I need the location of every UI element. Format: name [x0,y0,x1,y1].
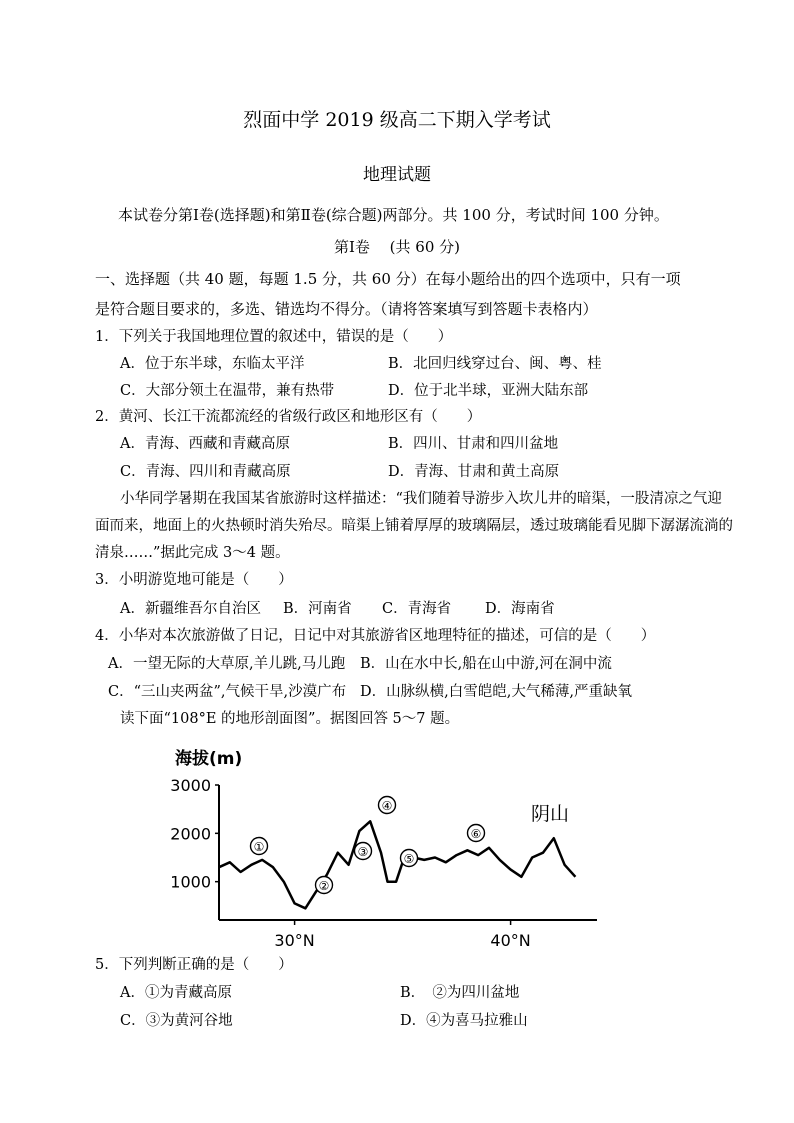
chart-ylabel: 海拔(m) [175,749,243,769]
question-1-option-c: C．大部分领土在温带，兼有热带 [120,383,335,399]
marker-3 [355,843,372,860]
question-5-option-a: A．①为青藏高原 [120,985,232,1001]
question-1-option-b: B．北回归线穿过台、闽、粤、桂 [388,356,602,372]
question-4-stem: 4．小华对本次旅游做了日记，日记中对其旅游省区地理特征的描述，可信的是（ ） [95,628,656,644]
question-5-option-d: D．④为喜马拉雅山 [400,1013,528,1029]
question-4-option-b: B．山在水中长,船在山中游,河在洞中流 [360,656,612,672]
passage-2-line1: 读下面“108°E 的地形剖面图”。据图回答 5～7 题。 [120,711,460,727]
passage-1-line1: 小华同学暑期在我国某省旅游时这样描述：“我们随着导游步入坎儿井的暗渠，一股清凉之气迎 [120,491,722,507]
marker-2 [316,877,333,894]
y-tick-label: 3000 [170,776,211,795]
marker-4-label: ④ [381,799,393,813]
marker-1 [251,838,268,855]
part1-heading: 第Ⅰ卷 (共 60 分) [333,238,461,256]
section1-line2: 是符合题目要求的，多选、错选均不得分。（请将答案填写到答题卡表格内） [95,300,598,318]
x-tick-label: 30°N [274,931,315,950]
marker-2-label: ② [318,879,330,893]
question-2-option-a: A．青海、西藏和青藏高原 [120,436,290,452]
yinshan-label: 阴山 [531,803,570,825]
passage-1-line3: 清泉……”据此完成 3～4 题。 [95,545,290,561]
question-5-option-b: B． ②为四川盆地 [400,985,520,1001]
question-5-stem: 5．下列判断正确的是（ ） [95,957,293,973]
marker-3-label: ③ [357,845,369,859]
marker-5 [401,850,418,867]
marker-1-label: ① [253,840,265,854]
question-3-option-d: D．海南省 [485,601,555,617]
question-3-option-a: A．新疆维吾尔自治区 [120,601,261,617]
x-tick-label: 40°N [490,931,531,950]
y-tick-label: 2000 [170,824,211,844]
question-2-stem: 2．黄河、长江干流都流经的省级行政区和地形区有（ ） [95,409,482,425]
exam-intro: 本试卷分第Ⅰ卷(选择题)和第Ⅱ卷(综合题)两部分。共 100 分，考试时间 100 分钟。 [118,206,669,224]
question-2-option-d: D．青海、甘肃和黄土高原 [388,464,560,480]
question-2-option-c: C．青海、四川和青藏高原 [120,464,291,480]
marker-5-label: ⑤ [403,852,415,866]
question-4-option-c: C．“三山夹两盆”,气候干旱,沙漠广布 [108,684,347,700]
question-1-option-a: A．位于东半球，东临太平洋 [120,356,305,372]
marker-6-label: ⑥ [470,827,482,841]
question-1-stem: 1．下列关于我国地理位置的叙述中，错误的是（ ） [95,329,453,345]
marker-4 [379,797,396,814]
terrain-profile-line [219,821,575,908]
passage-1-line2: 面而来，地面上的火热顿时消失殆尽。暗渠上铺着厚厚的玻璃隔层，透过玻璃能看见脚下潺潺流淌的 [95,518,733,534]
question-2-option-b: B．四川、甘肃和四川盆地 [388,436,559,452]
question-4-option-d: D．山脉纵横,白雪皑皑,大气稀薄,严重缺氧 [360,684,632,700]
question-3-option-c: C．青海省 [382,601,452,617]
question-3-stem: 3．小明游览地可能是（ ） [95,572,293,588]
y-tick-label: 1000 [170,872,211,892]
marker-6 [468,825,485,842]
subject-title: 地理试题 [363,165,431,185]
question-3-option-b: B．河南省 [283,601,352,617]
question-5-option-c: C．③为黄河谷地 [120,1013,233,1029]
question-1-option-d: D．位于北半球，亚洲大陆东部 [388,383,589,399]
terrain-profile-chart [155,740,615,955]
section1-line1: 一、选择题（共 40 题，每题 1.5 分，共 60 分）在每小题给出的四个选项中，只有一项 [95,270,681,288]
question-4-option-a: A．一望无际的大草原,羊儿跳,马儿跑 [108,656,346,672]
exam-title: 烈面中学 2019 级高二下期入学考试 [243,109,551,131]
